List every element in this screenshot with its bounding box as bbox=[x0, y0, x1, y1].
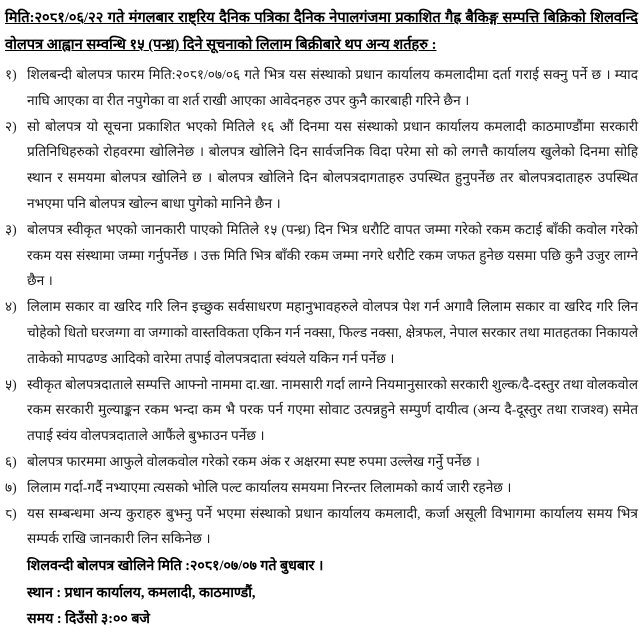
term-text: बोलपत्र स्वीकृत भएको जानकारी पाएको मितिले १५ (पन्ध्र) दिन भित्र धरौटि वापत जम्मा गरेको रकम कटाई बाँकी कवोल गरेको रकम यस संस्थामा जम्मा गर्नुपर्नेछ । उक्त मिति भित्र बाँकी रकम जम्मा नगरे धरौटि रकम जफत हुनेछ यसमा पछि कुनै उजुर लाग्ने छैन । bbox=[27, 221, 638, 289]
term-item-2 bbox=[5, 114, 638, 217]
term-marker: ६) bbox=[5, 453, 17, 469]
term-item-1 bbox=[5, 62, 638, 114]
term-text: लिलाम सकार वा खरिद गरि लिन इच्छुक सर्वसाधरण महानुभावहरुले वोलपत्र पेश गर्न अगावै लिलाम सकार वा खरिद गरि लिन चोहेको धितो घरजग्गा वा जग्गाको वास्तविकता एकिन गर्न नक्सा, फिल्ड नक्सा, क्षेत्रफल, नेपाल सरकार तथा मातहतका निकायले ताकेको मापढण्ड आदिको वारेमा तपाई वोलपत्रदाता स्वंयले यकिन गर्न पर्नेछ । bbox=[27, 299, 638, 366]
term-marker: ५) bbox=[5, 376, 17, 392]
notice-footer bbox=[5, 553, 638, 633]
location-line: स्थान : प्रधान कार्यालय, कमलादी, काठमाण्डौं, bbox=[27, 584, 256, 601]
opening-date-line: शिलवन्दी बोलपत्र खोलिने मिति :२०८१/०७/०७ गते बुधबार । bbox=[27, 558, 324, 575]
term-item-7 bbox=[5, 475, 638, 501]
term-text: शिलबन्दी बोलपत्र फारम मिति:२०८१/०७/०६ गते भित्र यस संस्थाको प्रधान कार्यालय कमलादीमा दर्ता गराई सक्नु पर्ने छ । म्याद नाघि आएका वा रीत नपुगेका वा शर्त राखी आएका आवेदनहरु उपर कुनै कारबाही गरिने छैन । bbox=[27, 67, 638, 108]
term-item-5 bbox=[5, 372, 638, 449]
time-line: समय : दिउँसो ३:०० बजे bbox=[27, 611, 150, 628]
term-text: बोलपत्र फारममा आफुले वोलकवोल गरेको रकम अंक र अक्षरमा स्पष्ट रुपमा उल्लेख गर्नुे पर्नेछ । bbox=[27, 453, 480, 469]
term-text: लिलाम गर्दा-गर्दै नभ्याएमा त्यसको भोलि पल्ट कार्यालय समयमा निरन्तर लिलामको कार्य जारी रहनेछ । bbox=[27, 479, 512, 495]
term-item-6 bbox=[5, 449, 638, 475]
term-text: यस सम्बन्धमा अन्य कुराहरु बुझ्नु पर्ने भएमा संस्थाको प्रधान कार्यालय कमलादी, कर्जा असूली विभागमा कार्यालय समय भित्र सम्पर्क राखि जानकारी लिन सकिनेछ । bbox=[27, 505, 638, 547]
term-marker: ८) bbox=[5, 505, 17, 521]
term-marker: १) bbox=[5, 67, 17, 82]
term-marker: ४) bbox=[5, 299, 17, 315]
term-item-3 bbox=[5, 217, 638, 294]
term-item-8 bbox=[5, 501, 638, 553]
notice-title: मिति:२०८१/०६/२२ गते मंगलबार राष्ट्रिय दैनिक पत्रिका दैनिक नेपालगंजमा प्रकाशित गैह्र बैकिङ्ग सम्पत्ति बिक्रिको शिलवन्दि वोलपत्र आह्वान सम्वन्धि १५ (पन्ध्र) दिने सूचनाको लिलाम बिक्रीबारे थप अन्य शर्तहरु : bbox=[5, 10, 638, 53]
terms-list bbox=[5, 62, 638, 552]
term-text: स्वीकृत बोलपत्रदाताले सम्पत्ति आफ्नो नाममा दा.खा. नामसारी गर्दा लाग्ने नियमानुसारको सरकारी शुल्क/दै-दस्तुर तथा वोलकवोल रकम सरकारी मुल्याङ्कन रकम भन्दा कम भै परक पर्न गएमा सोवाट उत्पन्नहुने सम्पुर्ण दायीत्व (अन्य दै-दूस्तुर तथा राजश्व) समेत तपाई स्वंय वोलपत्रदाताले आफैंले बुझाउन पर्नेछ । bbox=[27, 376, 638, 444]
term-text: सो बोलपत्र यो सूचना प्रकाशित भएको मितिले १६ औं दिनमा यस संस्थाको प्रधान कार्यालय कमलादी काठमाण्डौंमा सरकारी प्रतिनिधिहरुको रोहवरमा खोलिनेछ । बोलपत्र खोलिने दिन सार्वजनिक विदा परेमा सो को लगत्तै कार्यालय खुलेको दिनमा सोहि स्थान र समयमा बोलपत्र खोलिने छ । बोलपत्र खोलिने दिन बोलपत्रदागताहरु उपस्थित हुनुपर्नेछ तर बोलपत्रदाताहरु उपस्थित नभएमा पनि बोलपत्र खोल्न बाधा पुगेको मानिने छैन । bbox=[27, 118, 638, 211]
term-marker: २) bbox=[5, 118, 17, 134]
term-marker: ३) bbox=[5, 221, 17, 237]
term-item-4 bbox=[5, 294, 638, 371]
term-marker: ७) bbox=[5, 479, 17, 495]
